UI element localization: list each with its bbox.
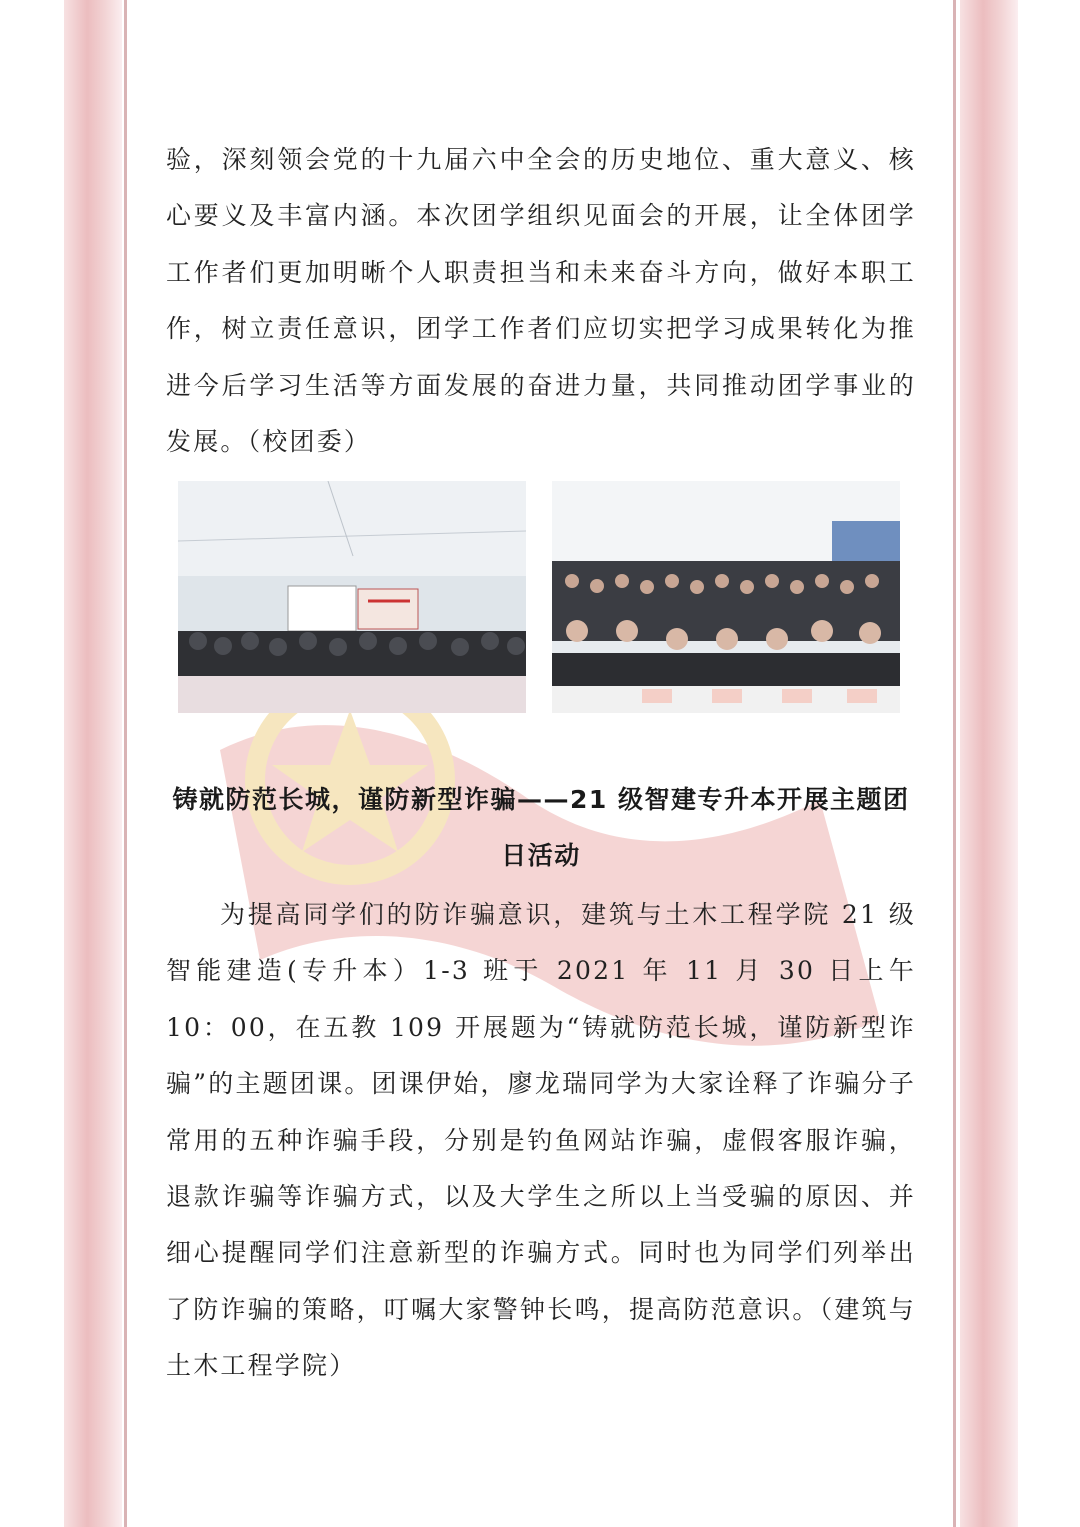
meeting-hall-photo [178,481,526,713]
students-group-photo [552,481,900,713]
photo-row [178,481,900,713]
left-decorative-border [64,0,122,1527]
right-decorative-border [960,0,1018,1527]
paragraph-school-committee: 验，深刻领会党的十九届六中全会的历史地位、重大意义、核心要义及丰富内涵。本次团学组织见面会的开展，让全体团学工作者们更加明晰个人职责担当和未来奋斗方向，做好本职工作，树立责任意识，团学工作者们应切实把学习成果转化为推进今后学习生活等方面发展的奋进力量，共同推动团学事业的发展。（校团委） [166,145,916,457]
right-border-line [953,0,956,1527]
section-heading: 铸就防范长城，谨防新型诈骗——21 级智建专升本开展主题团日活动 [172,785,910,870]
left-border-line [124,0,127,1527]
paragraph-anti-fraud: 为提高同学们的防诈骗意识，建筑与土木工程学院 21 级智能建造(专升本）1-3 班于 2021 年 11 月 30 日上午 10：00，在五教 109 开展题为“铸就防范长城，谨防新型诈骗”的主题团课。团课伊始，廖龙瑞同学为大家诠释了诈骗分子常用的五种诈骗手段，分别是钓鱼网站诈骗，虚假客服诈骗，退款诈骗等诈骗方式，以及大学生之所以上当受骗的原因、并细心提醒同学们注意新型的诈骗方式。同时也为同学们列举出了防诈骗的策略，叮嘱大家警钟长鸣，提高防范意识。（建筑与土木工程学院） [166,900,916,1381]
